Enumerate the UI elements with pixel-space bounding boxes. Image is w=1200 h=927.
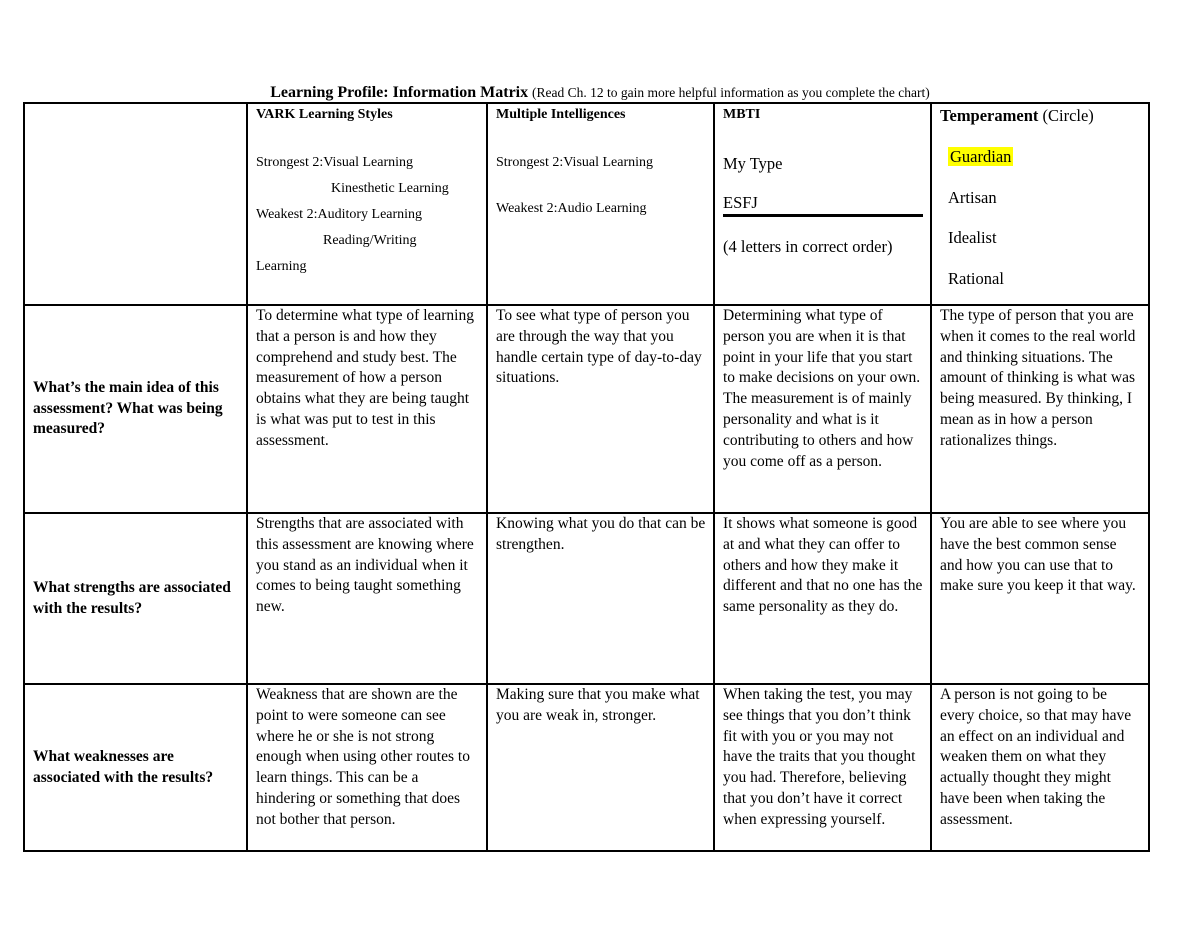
temperament-header-cell [931,103,1149,305]
answer-vark-strengths: Strengths that are associated with this assessment are knowing where you stand as an individual when it comes to being taught something new. [247,513,487,684]
mi-header-cell [487,103,714,305]
vark-weakest-second: Reading/Writing [323,232,417,248]
vark-header-cell [247,103,487,305]
answer-temperament-strengths: You are able to see where you have the best common sense and how you can use that to make sure you keep it that way. [931,513,1149,684]
document-title [0,84,1200,102]
mi-strongest: Strongest 2:Visual Learning [496,154,654,170]
vark-weakest-third: Learning [256,258,307,274]
information-matrix-table [23,102,1150,852]
answer-vark-main-idea: To determine what type of learning that a person is and how they comprehend and study best. The measurement of how a person obtains what they are being taught is what was put to test in this assessment. [247,305,487,513]
vark-title: VARK Learning Styles [256,107,393,122]
corner-cell [24,103,247,305]
temperament-option-artisan: Artisan [948,187,997,207]
mbti-title: MBTI [723,107,761,122]
table-row [24,305,1149,513]
mbti-my-type-label: My Type [723,153,783,173]
temperament-title [940,106,1142,127]
temperament-title-note: (Circle) [1042,106,1094,125]
mbti-header-cell [714,103,931,305]
temperament-option-rational: Rational [948,269,1004,289]
answer-vark-weaknesses: Weakness that are shown are the point to were someone can see where he or she is not strong enough when using other routes to learn things. This can be a hindering or something that does not bother that person. [247,684,487,851]
answer-temperament-main-idea: The type of person that you are when it comes to the real world and thinking situations. The amount of thinking is what was being measured. By thinking, I mean as in how a person rationalizes things. [931,305,1149,513]
question-weaknesses: What weaknesses are associated with the results? [24,684,247,851]
answer-mbti-strengths: It shows what someone is good at and what they can offer to others and how they make it different and that no one has the same personality as they do. [714,513,931,684]
temperament-option-idealist: Idealist [948,228,997,248]
title-main: Learning Profile: Information Matrix [270,84,529,101]
table-row [24,513,1149,684]
temperament-option-guardian [940,147,1142,168]
mbti-type-value: ESFJ [723,193,923,218]
vark-strongest-second: Kinesthetic Learning [331,180,449,196]
answer-mbti-main-idea: Determining what type of person you are when it is that point in your life that you start to make decisions on your own. The measurement is of mainly personality and what is it contributing to others and how you come off as a person. [714,305,931,513]
mi-weakest: Weakest 2:Audio Learning [496,200,647,216]
table-row [24,684,1149,851]
answer-mi-weaknesses: Making sure that you make what you are weak in, stronger. [487,684,714,851]
question-strengths: What strengths are associated with the results? [24,513,247,684]
answer-mi-main-idea: To see what type of person you are through the way that you handle certain type of day-to-day situations. [487,305,714,513]
mi-title: Multiple Intelligences [496,107,626,122]
answer-mi-strengths: Knowing what you do that can be strengthen. [487,513,714,684]
header-row [24,103,1149,305]
answer-temperament-weaknesses: A person is not going to be every choice, so that may have an effect on an individual and weaken them on what they actually thought they might have been when taking the assessment. [931,684,1149,851]
title-sub: (Read Ch. 12 to gain more helpful information as you complete the chart) [532,85,930,100]
mbti-note: (4 letters in correct order) [723,237,893,257]
vark-strongest: Strongest 2:Visual Learning [256,154,414,170]
answer-mbti-weaknesses: When taking the test, you may see things that you don’t think fit with you or you may not have the traits that you thought you had. Therefore, believing that you don’t have it correct when expressing yourself. [714,684,931,851]
temperament-title-label: Temperament [940,106,1039,125]
temperament-option-guardian-label: Guardian [950,146,1012,166]
question-main-idea: What’s the main idea of this assessment? What was being measured? [24,305,247,513]
vark-weakest: Weakest 2:Auditory Learning [256,206,423,222]
